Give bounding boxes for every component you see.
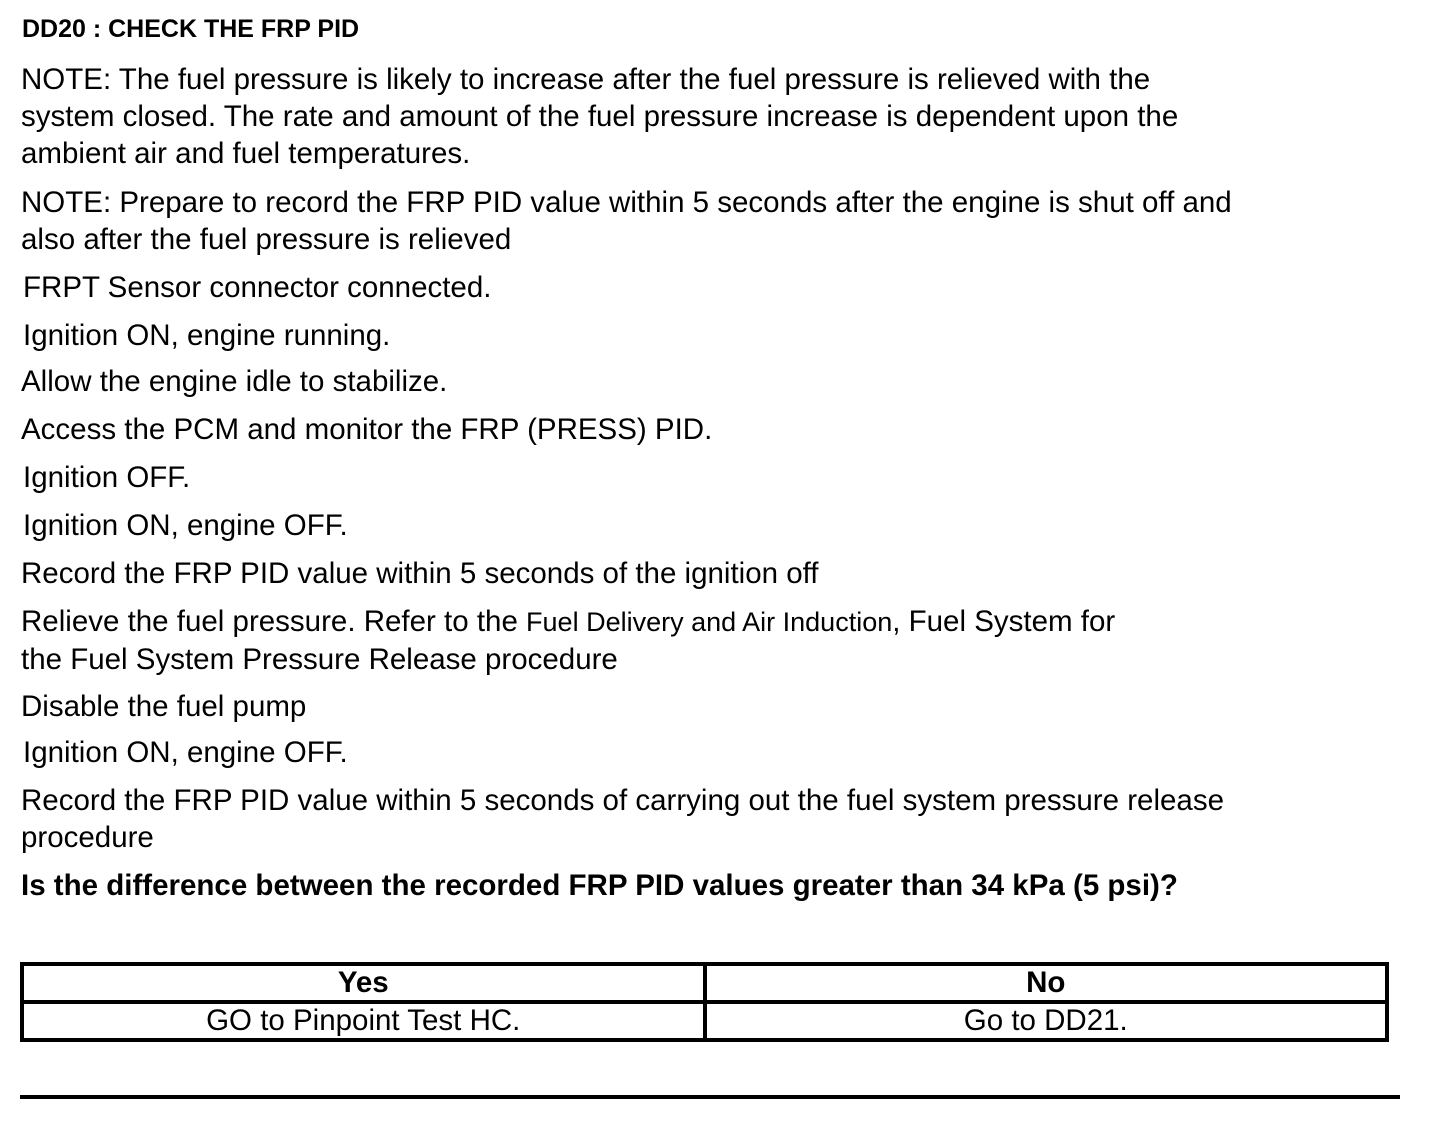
step-line: [21, 603, 1115, 641]
note-line: ambient air and fuel temperatures.: [21, 137, 471, 170]
step-ignition-on-engine-off-2: Ignition ON, engine OFF.: [23, 736, 348, 769]
step-idle-stabilize: Allow the engine idle to stabilize.: [21, 365, 448, 398]
step-title: DD20 : CHECK THE FRP PID: [22, 15, 360, 43]
note-line: NOTE: Prepare to record the FRP PID value within 5 seconds after the engine is shut off and: [21, 186, 1232, 219]
note-line: system closed. The rate and amount of the fuel pressure increase is dependent upon the: [21, 100, 1179, 133]
no-action: Go to DD21.: [705, 1002, 1388, 1040]
result-action-row: [22, 1002, 1387, 1040]
step-ignition-on-running: Ignition ON, engine running.: [23, 319, 391, 352]
note-record-timing: [21, 184, 1232, 258]
step-text: , Fuel System for: [892, 605, 1116, 638]
manual-reference: Fuel Delivery and Air Induction: [526, 607, 893, 637]
step-disable-fuel-pump: Disable the fuel pump: [21, 690, 307, 723]
step-line: procedure: [21, 821, 154, 854]
step-ignition-on-engine-off: Ignition ON, engine OFF.: [23, 509, 348, 542]
step-relieve-fuel-pressure: [21, 603, 1115, 678]
no-header: No: [705, 964, 1388, 1002]
step-sensor-connected: FRPT Sensor connector connected.: [23, 271, 492, 304]
step-text: Relieve the fuel pressure. Refer to the: [21, 605, 527, 638]
step-record-after-ignition-off: Record the FRP PID value within 5 seconds of the ignition off: [21, 557, 819, 590]
note-fuel-pressure-increase: [21, 61, 1178, 172]
test-question: Is the difference between the recorded FRP PID values greater than 34 kPa (5 psi)?: [21, 869, 1178, 902]
result-table: [20, 962, 1389, 1042]
step-line: the Fuel System Pressure Release procedure: [21, 643, 618, 676]
yes-action: GO to Pinpoint Test HC.: [22, 1002, 705, 1040]
note-line: also after the fuel pressure is relieved: [21, 223, 512, 256]
note-line: NOTE: The fuel pressure is likely to increase after the fuel pressure is relieved with the: [21, 63, 1151, 96]
step-monitor-pid: Access the PCM and monitor the FRP (PRESS) PID.: [21, 413, 713, 446]
bottom-divider: [20, 1095, 1400, 1099]
step-ignition-off: Ignition OFF.: [23, 461, 191, 494]
yes-header: Yes: [22, 964, 705, 1002]
step-line: Record the FRP PID value within 5 seconds of carrying out the fuel system pressure release: [21, 784, 1224, 817]
result-header-row: [22, 964, 1387, 1002]
step-record-after-release: [21, 782, 1224, 856]
